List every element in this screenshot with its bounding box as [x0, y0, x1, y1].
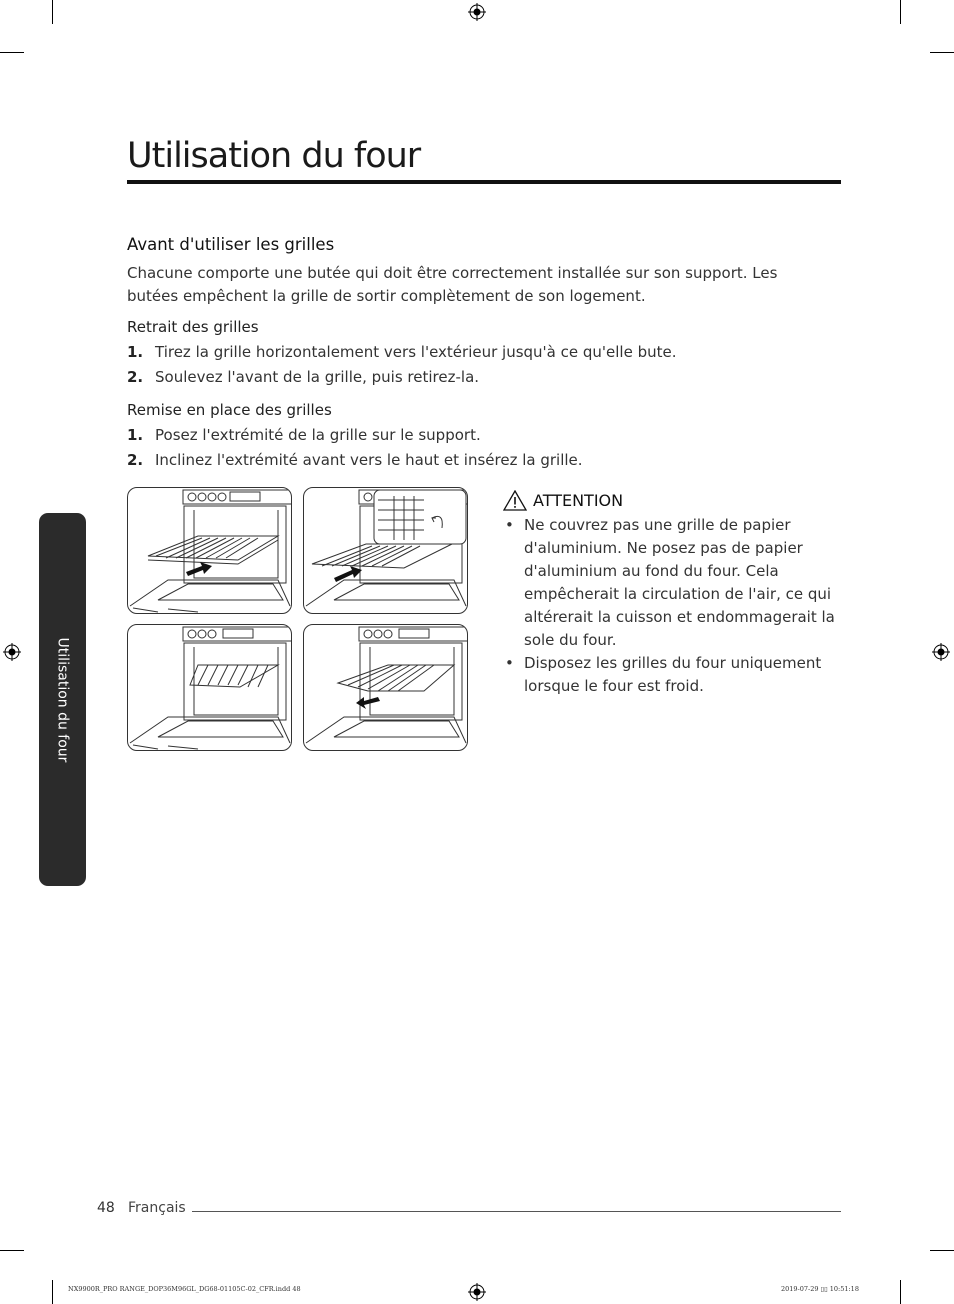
step-number: 1. — [127, 343, 144, 361]
crop-mark — [900, 0, 901, 24]
crop-mark — [0, 52, 24, 53]
crop-mark — [52, 0, 53, 24]
removal-heading: Retrait des grilles — [127, 318, 259, 336]
crop-mark — [930, 1250, 954, 1251]
step-text: Inclinez l'extrémité avant vers le haut et insérez la grille. — [155, 451, 583, 469]
step-text: Posez l'extrémité de la grille sur le support. — [155, 426, 481, 444]
bullet-icon: • — [505, 654, 514, 672]
replacement-step — [127, 426, 481, 444]
attention-heading — [503, 490, 623, 511]
step-number: 1. — [127, 426, 144, 444]
crop-mark — [52, 1280, 53, 1304]
registration-mark-icon — [3, 643, 21, 661]
step-text: Tirez la grille horizontalement vers l'extérieur jusqu'à ce qu'elle bute. — [155, 343, 677, 361]
removal-step — [127, 368, 479, 386]
section-heading: Avant d'utiliser les grilles — [127, 235, 335, 254]
step-number: 2. — [127, 451, 144, 469]
attention-list — [505, 514, 845, 698]
illustration-rack-insert-1 — [127, 487, 292, 614]
attention-item — [505, 514, 845, 652]
illustration-rack-insert-2 — [303, 487, 468, 614]
print-slug-file: NX9900R_PRO RANGE_DOP36M96GL_DG68-01105C-02_CFR.indd 48 — [68, 1285, 301, 1293]
footer-rule — [192, 1211, 841, 1212]
attention-item-text: Ne couvrez pas une grille de papier d'aluminium. Ne posez pas de papier d'aluminium au fond du four. Cela empêcherait la circulation de l'air, ce qui altérerait la cuisson et endommagerait la sole du four. — [524, 516, 835, 649]
crop-mark — [930, 52, 954, 53]
crop-mark — [900, 1280, 901, 1304]
footer-language: Français — [128, 1200, 186, 1216]
registration-mark-icon — [468, 1283, 486, 1301]
replacement-heading: Remise en place des grilles — [127, 401, 332, 419]
section-intro: Chacune comporte une butée qui doit être correctement installée sur son support. Les butées empêchent la grille de sortir complètement de son logement. — [127, 264, 778, 305]
step-text: Soulevez l'avant de la grille, puis retirez-la. — [155, 368, 480, 386]
illustration-rack-insert-3 — [127, 624, 292, 751]
chapter-side-tab-label: Utilisation du four — [54, 637, 71, 762]
replacement-step — [127, 451, 583, 469]
registration-mark-icon — [468, 3, 486, 21]
removal-step — [127, 343, 677, 361]
title-rule — [127, 180, 841, 184]
chapter-side-tab-label-wrap — [39, 513, 86, 886]
attention-item-text: Disposez les grilles du four uniquement lorsque le four est froid. — [524, 654, 822, 695]
page-number: 48 — [97, 1200, 115, 1216]
attention-label: ATTENTION — [533, 491, 624, 510]
page-title: Utilisation du four — [127, 136, 421, 176]
bullet-icon: • — [505, 516, 514, 534]
warning-triangle-icon — [503, 490, 527, 511]
attention-item — [505, 652, 845, 698]
crop-mark — [0, 1250, 24, 1251]
step-number: 2. — [127, 368, 144, 386]
registration-mark-icon — [932, 643, 950, 661]
print-slug-date: 2019-07-29 ▯▯ 10:51:18 — [781, 1285, 859, 1293]
illustration-rack-remove — [303, 624, 468, 751]
push-arrow-icon — [186, 562, 212, 576]
